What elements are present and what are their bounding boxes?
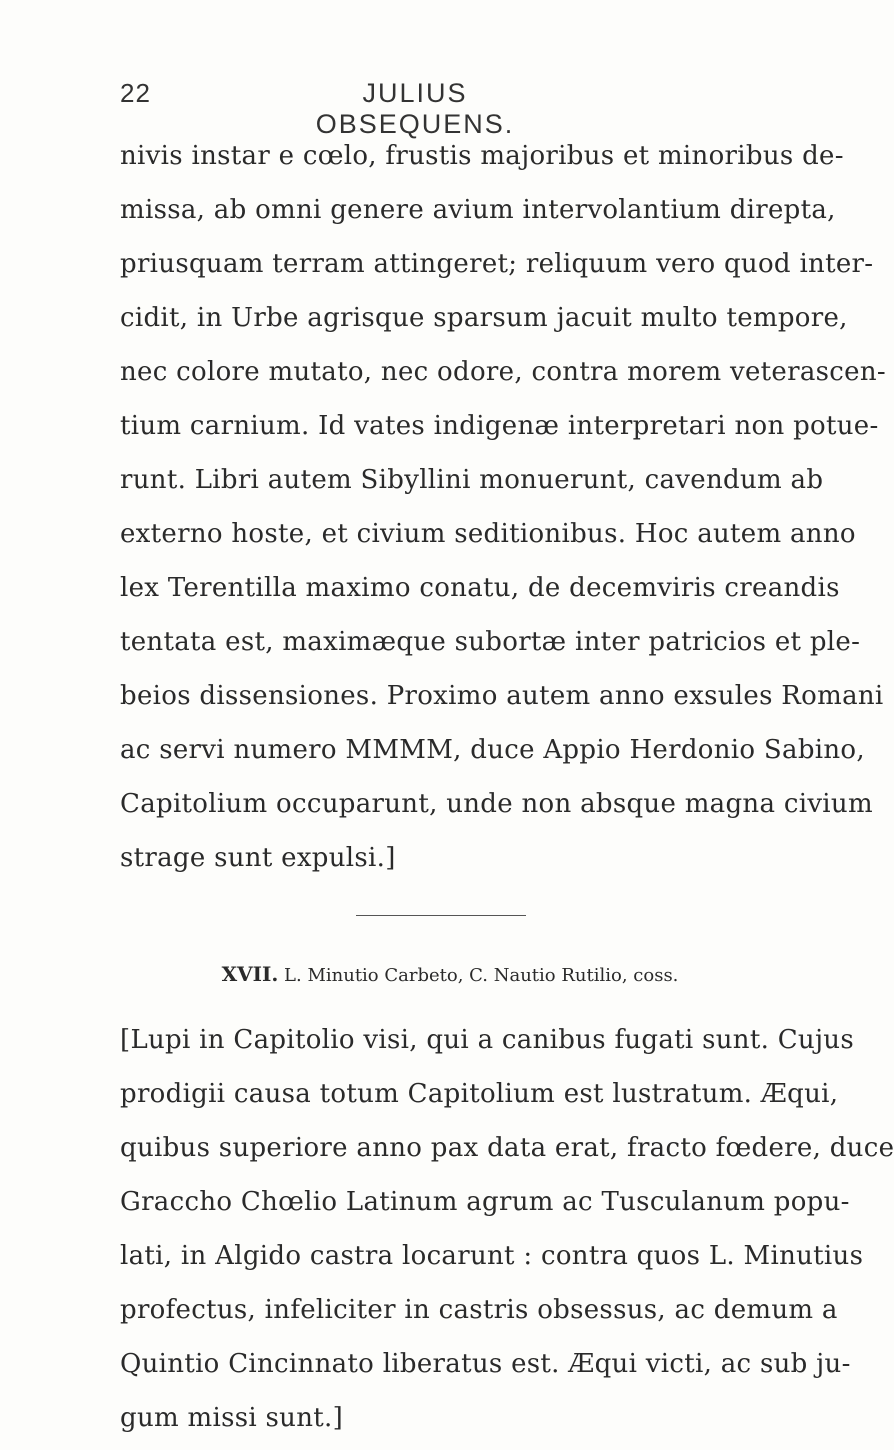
text-line: ac servi numero MMMM, duce Appio Herdonio Sabino,: [120, 735, 865, 765]
text-line: Graccho Chœlio Latinum agrum ac Tusculanum popu-: [120, 1187, 850, 1217]
text-line: Quintio Cincinnato liberatus est. Æqui victi, ac sub ju-: [120, 1349, 851, 1379]
chapter-heading: [120, 962, 780, 986]
chapter-number: XVII.: [221, 962, 279, 986]
text-line: cidit, in Urbe agrisque sparsum jacuit multo tempore,: [120, 303, 848, 333]
chapter-consuls: L. Minutio Carbeto, C. Nautio Rutilio, coss.: [284, 965, 679, 986]
text-line: tium carnium. Id vates indigenæ interpretari non potue-: [120, 411, 879, 441]
text-line: beios dissensiones. Proximo autem anno exsules Romani: [120, 681, 884, 711]
text-line: nec colore mutato, nec odore, contra morem veterascen-: [120, 357, 886, 387]
section-divider: [356, 915, 526, 916]
page-number: 22: [120, 78, 151, 108]
text-line: runt. Libri autem Sibyllini monuerunt, cavendum ab: [120, 465, 824, 495]
text-line: Capitolium occuparunt, unde non absque magna civium: [120, 789, 873, 819]
text-line: missa, ab omni genere avium intervolantium direpta,: [120, 195, 836, 225]
text-line: prodigii causa totum Capitolium est lustratum. Æqui,: [120, 1079, 839, 1109]
text-line: quibus superiore anno pax data erat, fracto fœdere, duce: [120, 1133, 894, 1163]
text-line: externo hoste, et civium seditionibus. Hoc autem anno: [120, 519, 856, 549]
text-line: [Lupi in Capitolio visi, qui a canibus fugati sunt. Cujus: [120, 1025, 854, 1055]
text-line: gum missi sunt.]: [120, 1403, 344, 1433]
running-head: [120, 78, 680, 139]
running-title: JULIUS OBSEQUENS.: [315, 78, 515, 139]
text-line: lex Terentilla maximo conatu, de decemviris creandis: [120, 573, 840, 603]
text-line: tentata est, maximæque subortæ inter patricios et ple-: [120, 627, 861, 657]
text-line: profectus, infeliciter in castris obsessus, ac demum a: [120, 1295, 838, 1325]
text-line: priusquam terram attingeret; reliquum vero quod inter-: [120, 249, 874, 279]
text-line: nivis instar e cœlo, frustis majoribus et minoribus de-: [120, 141, 844, 171]
text-line: strage sunt expulsi.]: [120, 843, 396, 873]
text-line: lati, in Algido castra locarunt : contra quos L. Minutius: [120, 1241, 864, 1271]
